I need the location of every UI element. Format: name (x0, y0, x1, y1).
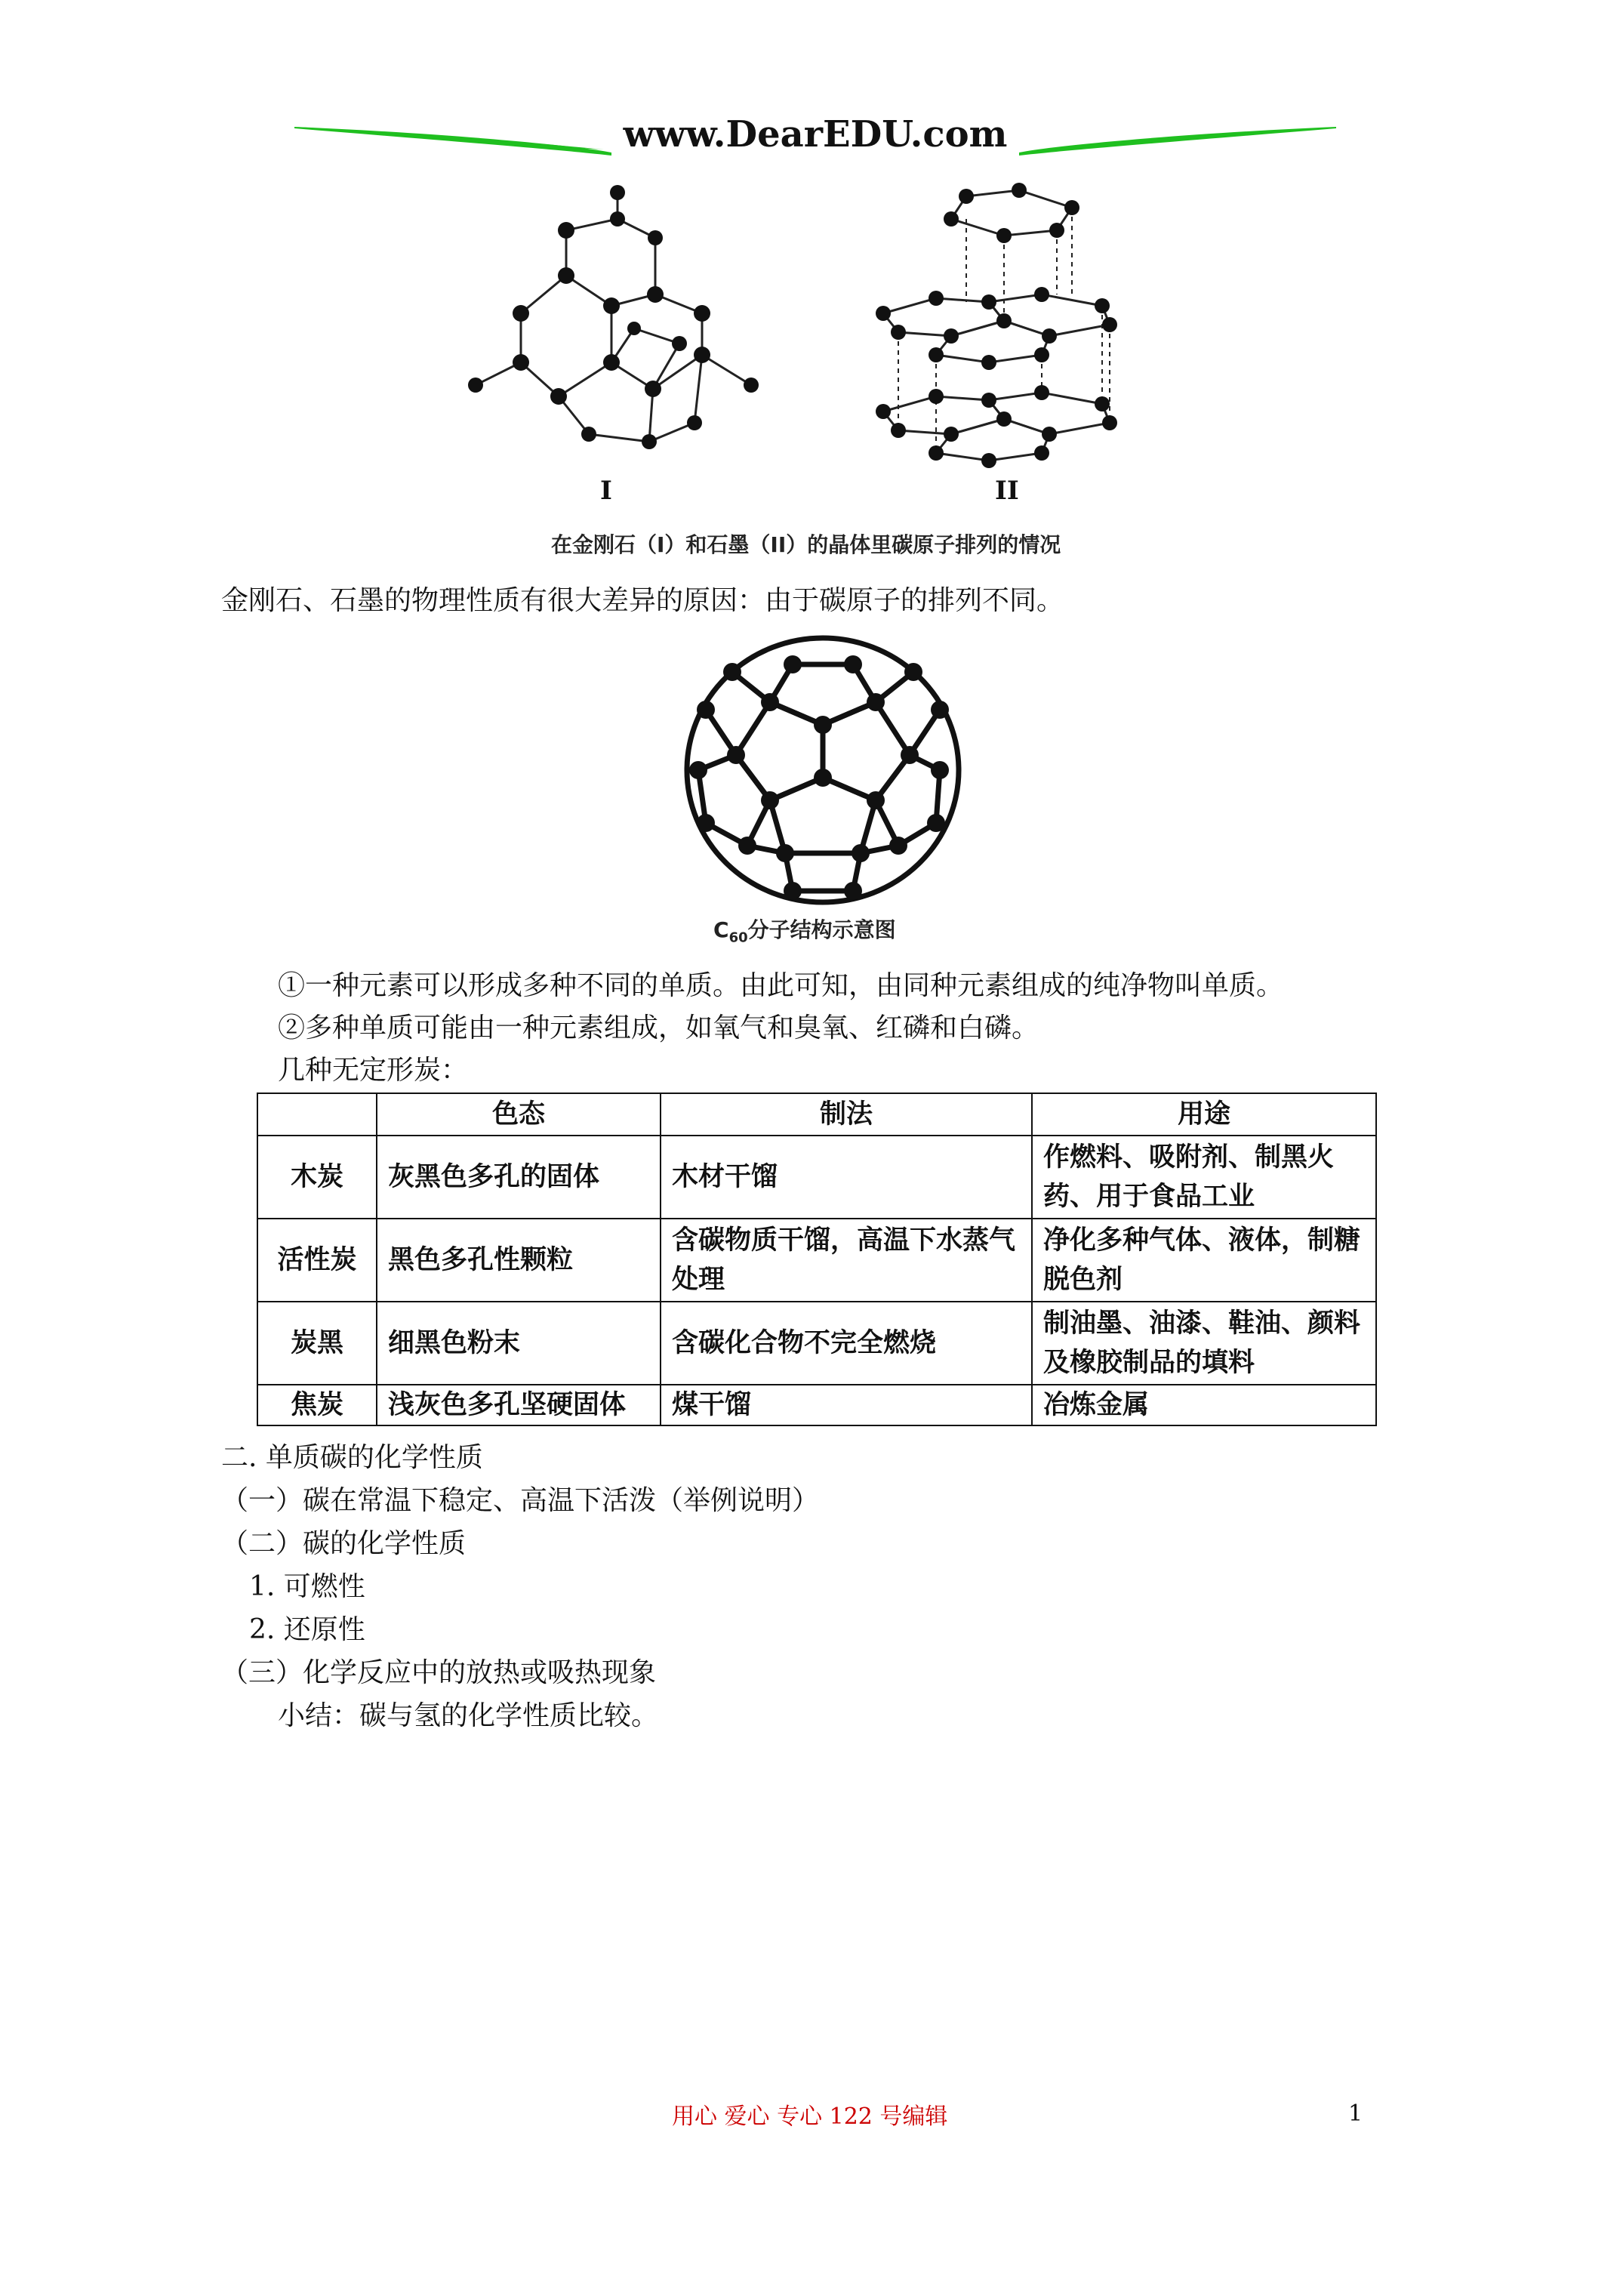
table-cell-method: 含碳化合物不完全燃烧 (661, 1302, 1032, 1385)
section-2-title: 二. 单质碳的化学性质 (221, 1442, 483, 1473)
section-2-sub-3: （三）化学反应中的放热或吸热现象 (221, 1657, 657, 1688)
figure-label-ii: II (995, 476, 1019, 506)
table-cell-color: 细黑色粉末 (377, 1302, 661, 1385)
section-2-sub-1: （一）碳在常温下稳定、高温下活泼（举例说明） (221, 1485, 820, 1516)
point-2-text: ②多种单质可能由一种元素组成，如氧气和臭氧、红磷和白磷。 (278, 1012, 1039, 1043)
table-cell-method: 煤干馏 (661, 1385, 1032, 1425)
table-cell-name: 炭黑 (257, 1302, 377, 1385)
amorphous-carbon-table (257, 1093, 1377, 1426)
point-1-text: ①一种元素可以形成多种不同的单质。由此可知，由同种元素组成的纯净物叫单质。 (278, 970, 1284, 1001)
figure-label-i: I (600, 476, 612, 506)
table-cell-color: 黑色多孔性颗粒 (377, 1219, 661, 1302)
diamond-structure-figure (453, 143, 770, 476)
table-cell-method: 含碳物质干馏，高温下水蒸气处理 (661, 1219, 1032, 1302)
table-row (257, 1219, 1376, 1302)
table-cell-name: 活性炭 (257, 1219, 377, 1302)
footer-text: 用心 爱心 专心 122 号编辑 (672, 2103, 948, 2130)
c60-structure-figure (664, 627, 981, 914)
table-header-cell (257, 1093, 377, 1136)
page-number: 1 (1348, 2100, 1363, 2127)
section-2-summary: 小结：碳与氢的化学性质比较。 (278, 1700, 659, 1731)
table-cell-color: 浅灰色多孔坚硬固体 (377, 1385, 661, 1425)
c60-caption (713, 914, 896, 946)
table-header-cell: 用途 (1032, 1093, 1376, 1136)
section-2-sub-2: （二）碳的化学性质 (221, 1528, 467, 1559)
table-header-cell: 色态 (377, 1093, 661, 1136)
physical-difference-text: 金刚石、石墨的物理性质有很大差异的原因：由于碳原子的排列不同。 (221, 585, 1064, 616)
section-2-item-1: 1. 可燃性 (249, 1571, 365, 1602)
figure1-caption: 在金刚石（I）和石墨（II）的晶体里碳原子排列的情况 (551, 532, 1061, 557)
table-row (257, 1385, 1376, 1425)
site-title: www.DearEDU.com (623, 113, 1008, 156)
table-header-row (257, 1093, 1376, 1136)
c60-caption-suffix: 分子结构示意图 (747, 917, 896, 942)
table-cell-color: 灰黑色多孔的固体 (377, 1136, 661, 1219)
table-cell-use: 作燃料、吸附剂、制黑火药、用于食品工业 (1032, 1136, 1376, 1219)
graphite-structure-figure (853, 174, 1170, 476)
table-cell-name: 木炭 (257, 1136, 377, 1219)
table-cell-use: 冶炼金属 (1032, 1385, 1376, 1425)
table-header-cell: 制法 (661, 1093, 1032, 1136)
table-row (257, 1136, 1376, 1219)
table-cell-name: 焦炭 (257, 1385, 377, 1425)
table-cell-use: 制油墨、油漆、鞋油、颜料及橡胶制品的填料 (1032, 1302, 1376, 1385)
table-cell-method: 木材干馏 (661, 1136, 1032, 1219)
header-banner (287, 106, 1344, 174)
c60-caption-sub: 60 (728, 929, 748, 946)
table-cell-use: 净化多种气体、液体，制糖脱色剂 (1032, 1219, 1376, 1302)
amorphous-carbon-title: 几种无定形炭： (278, 1055, 469, 1086)
table-row (257, 1302, 1376, 1385)
c60-caption-prefix: C (713, 917, 729, 942)
section-2-item-2: 2. 还原性 (249, 1614, 365, 1645)
